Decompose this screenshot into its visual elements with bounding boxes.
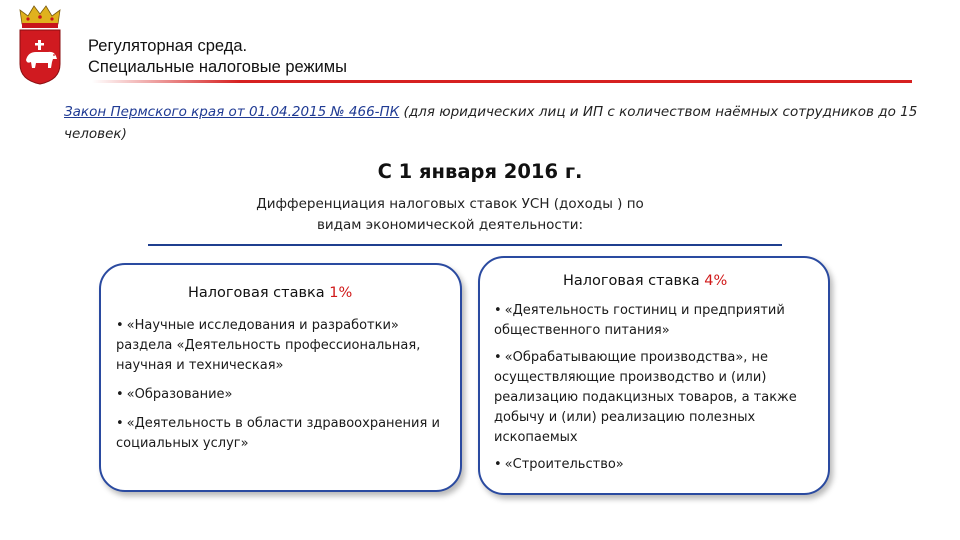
- list-item: [494, 301, 826, 341]
- subtitle-divider: [148, 244, 782, 246]
- effective-date-heading: С 1 января 2016 г.: [377, 160, 583, 183]
- page-title-line-2: Специальные налоговые режимы: [88, 58, 347, 76]
- bullet-icon: •: [494, 350, 502, 365]
- bullet-icon: •: [116, 318, 124, 333]
- bullet-icon: •: [116, 387, 124, 402]
- list-item-text: «Деятельность гостиниц и предприятий общественного питания»: [494, 303, 785, 338]
- bullet-icon: •: [494, 457, 502, 472]
- coat-of-arms-icon: [16, 4, 64, 86]
- header-divider: [92, 80, 912, 83]
- list-item-text: «Обрабатывающие производства», не осуществляющие производство и (или) реализацию подакцизных товаров, а также добычу и (или) реализацию полезных ископаемых: [494, 350, 797, 445]
- bullet-icon: •: [116, 416, 124, 431]
- list-item-text: «Образование»: [126, 387, 233, 402]
- list-item-text: «Научные исследования и разработки» раздела «Деятельность профессиональная, научная и техническая»: [116, 318, 421, 373]
- card-title-label: Налоговая ставка: [188, 285, 330, 301]
- page-title: [88, 36, 347, 78]
- law-note: (для юридических лиц и ИП с количеством наёмных сотрудников до 15 человек): [64, 104, 918, 142]
- list-item-text: «Деятельность в области здравоохранения и социальных услуг»: [116, 416, 440, 451]
- law-reference: [64, 101, 924, 145]
- activity-list: [494, 301, 826, 482]
- tax-rate-value: 4%: [704, 273, 728, 289]
- page-title-line-1: Регуляторная среда.: [88, 37, 248, 55]
- list-item: [116, 414, 458, 454]
- card-title: [188, 285, 352, 301]
- card-title-label: Налоговая ставка: [563, 273, 705, 289]
- rates-subtitle: [222, 194, 678, 236]
- list-item: [116, 385, 458, 405]
- list-item: [116, 316, 458, 376]
- tax-rate-card-4-percent: [478, 256, 830, 495]
- card-title: [563, 273, 727, 289]
- list-item: [494, 455, 826, 475]
- tax-rate-value: 1%: [329, 285, 353, 301]
- activity-list: [116, 316, 458, 463]
- list-item: [494, 348, 826, 448]
- bullet-icon: •: [494, 303, 502, 318]
- list-item-text: «Строительство»: [504, 457, 624, 472]
- law-link[interactable]: Закон Пермского края от 01.04.2015 № 466-ПК: [64, 104, 400, 120]
- rates-subtitle-line-2: видам экономической деятельности:: [316, 217, 584, 233]
- rates-subtitle-line-1: Дифференциация налоговых ставок УСН (доходы ) по: [256, 196, 644, 212]
- tax-rate-card-1-percent: [99, 263, 462, 492]
